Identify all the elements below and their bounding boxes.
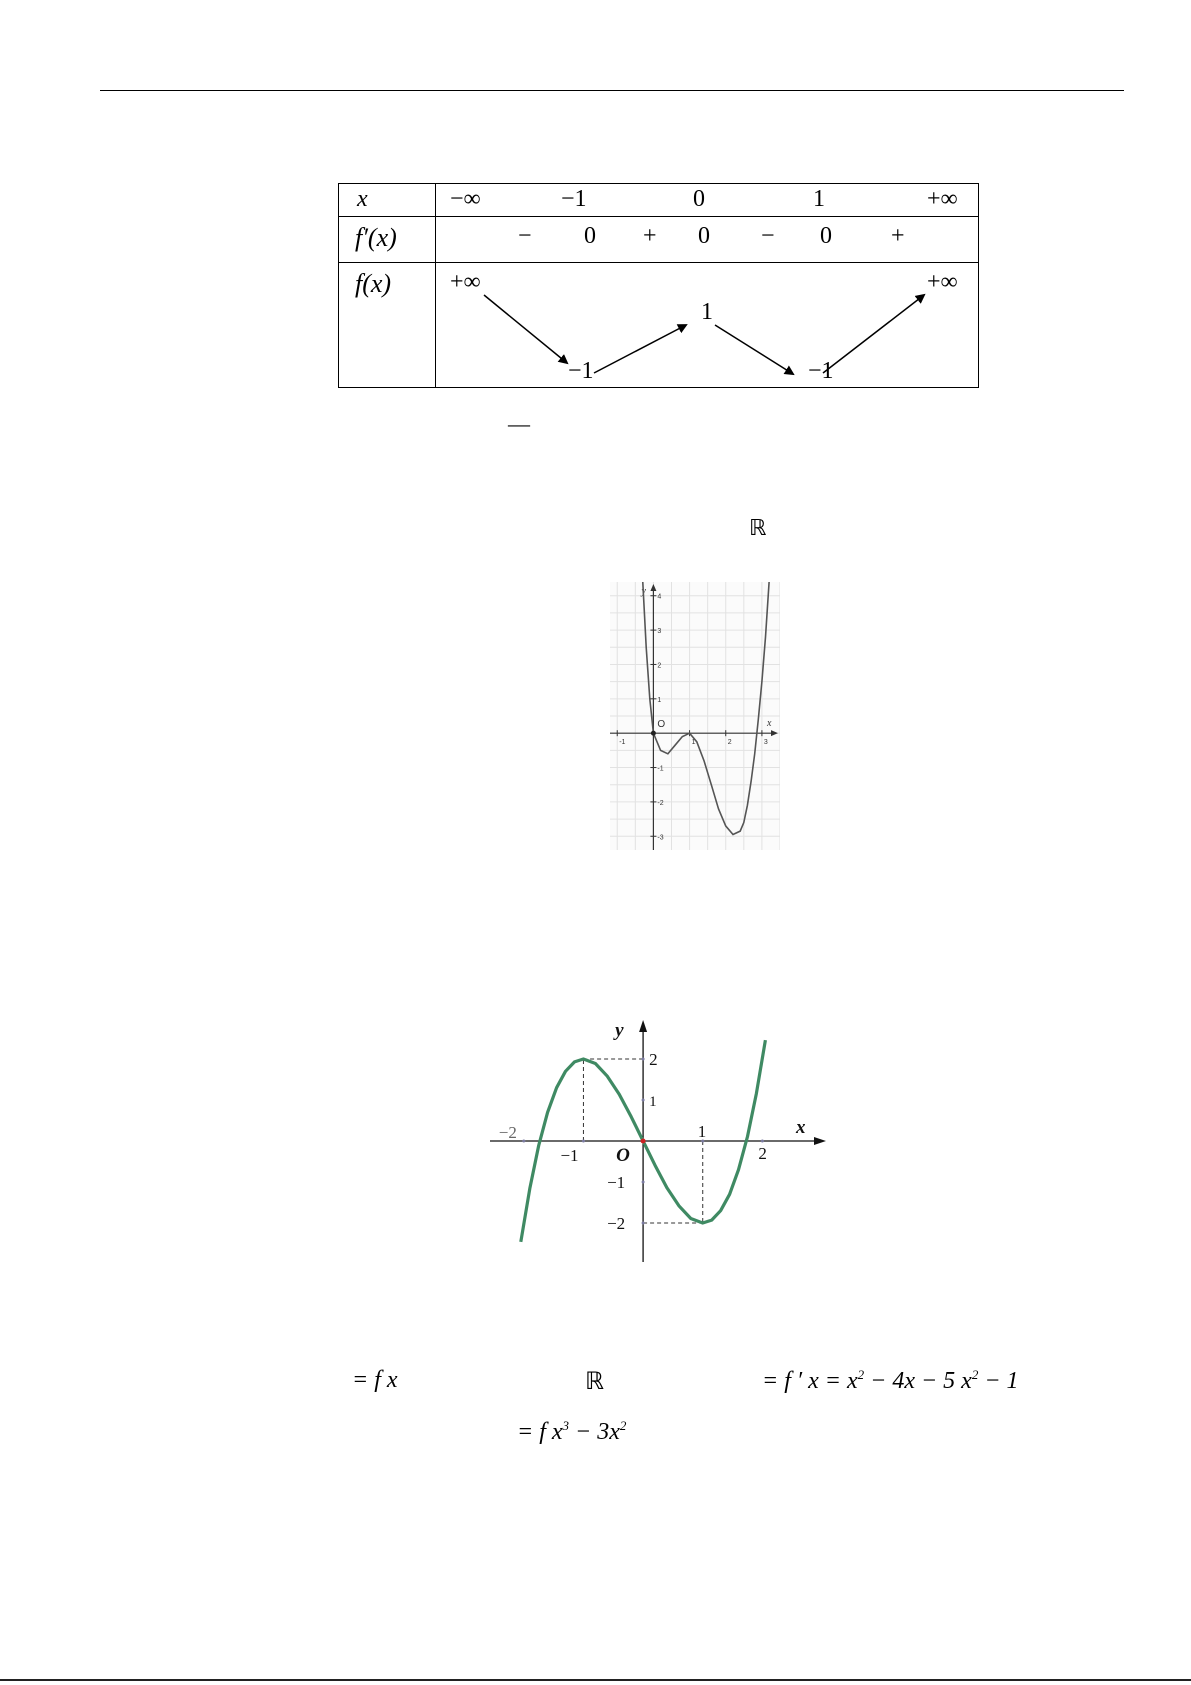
- x-values-cell: [436, 184, 979, 217]
- origin-point: [641, 1139, 646, 1144]
- equation-fragment: = f x: [352, 1367, 398, 1393]
- y-tick-label: −2: [607, 1214, 626, 1233]
- fraction-bar-fragment: —: [508, 411, 530, 436]
- decreasing-arrow: [484, 295, 567, 363]
- graph-figure-2: [488, 1018, 828, 1269]
- footer-rule: [0, 1679, 1191, 1681]
- x-row-label: x: [357, 186, 368, 212]
- x-tick-label: −2: [498, 1123, 517, 1142]
- x-axis-arrow-icon: [814, 1137, 826, 1145]
- derivative-equation: = f ′ $x = x^2 - 4x - 5$ $x^2 - 1$: [762, 1367, 1019, 1394]
- x-value: 0: [693, 186, 705, 212]
- f-values-cell: [436, 263, 979, 388]
- graph-1-svg: [610, 582, 780, 850]
- y-axis-arrow-icon: [639, 1020, 647, 1032]
- fprime-sign: +: [643, 223, 657, 249]
- y-tick: [642, 1181, 645, 1184]
- x-value: −∞: [450, 186, 481, 212]
- header-rule: [100, 90, 1124, 91]
- x-tick: [582, 1140, 585, 1143]
- fprime-sign: 0: [820, 223, 832, 249]
- x-tick: [522, 1140, 525, 1143]
- fprime-row-label-cell: [339, 217, 436, 263]
- increasing-arrow: [823, 295, 924, 373]
- x-tick-label: 1: [697, 1122, 707, 1141]
- y-tick-label: −1: [607, 1173, 626, 1192]
- f-value: +∞: [450, 269, 481, 295]
- y-tick-label: -1: [657, 765, 664, 773]
- y-tick: [642, 1222, 645, 1225]
- x-row-label-cell: [339, 184, 436, 217]
- real-set-symbol: ℝ: [585, 1369, 605, 1395]
- x-axis-label: x: [767, 718, 772, 730]
- origin-point: [651, 731, 656, 736]
- x-value: 1: [813, 186, 825, 212]
- decreasing-arrow: [715, 325, 793, 374]
- y-axis-label: y: [615, 1020, 624, 1041]
- f-value: +∞: [927, 269, 958, 295]
- fprime-sign: +: [891, 223, 905, 249]
- origin-label: O: [616, 1145, 630, 1166]
- fprime-sign: 0: [698, 223, 710, 249]
- f-value: −1: [808, 358, 834, 384]
- increasing-arrow: [594, 325, 686, 373]
- fprime-row-label: f′(x): [355, 223, 397, 252]
- y-tick-label: -2: [657, 799, 664, 807]
- f-value: −1: [568, 358, 594, 384]
- composite-function-equation: = f $x^3 - 3x^2$: [517, 1418, 627, 1445]
- y-tick-label: -3: [657, 834, 664, 842]
- fprime-sign: 0: [584, 223, 596, 249]
- real-set-symbol: ℝ: [749, 515, 767, 540]
- y-tick-label: 2: [649, 1050, 658, 1069]
- graph-2-svg: [488, 1018, 828, 1264]
- x-tick-label: -1: [619, 739, 626, 747]
- y-tick-label: 1: [649, 1094, 657, 1110]
- fprime-signs-cell: [436, 217, 979, 263]
- y-tick-label: 1: [657, 696, 662, 704]
- x-tick-label: 3: [763, 739, 768, 747]
- y-tick: [642, 1099, 645, 1102]
- y-tick-label: 4: [657, 593, 662, 601]
- x-tick: [761, 1140, 764, 1143]
- x-tick-label: 1: [691, 739, 696, 747]
- x-value: +∞: [927, 186, 958, 212]
- y-tick-label: 3: [657, 628, 662, 636]
- fprime-sign: −: [761, 223, 775, 249]
- x-tick-label: −1: [560, 1146, 579, 1165]
- x-tick-label: 2: [758, 1144, 767, 1163]
- x-tick-label: 2: [727, 739, 732, 747]
- f-value: 1: [701, 299, 713, 325]
- f-row-label: f(x): [355, 269, 392, 298]
- origin-label: O: [657, 719, 666, 731]
- y-tick: [642, 1058, 645, 1061]
- graph-figure-1: [610, 582, 780, 855]
- fprime-sign: −: [518, 223, 532, 249]
- y-axis-label: y: [641, 586, 646, 597]
- y-tick-label: 2: [657, 662, 662, 670]
- x-value: −1: [561, 186, 587, 212]
- x-axis-label: x: [796, 1117, 806, 1138]
- f-row-label-cell: [339, 263, 436, 388]
- variation-table: [338, 183, 979, 388]
